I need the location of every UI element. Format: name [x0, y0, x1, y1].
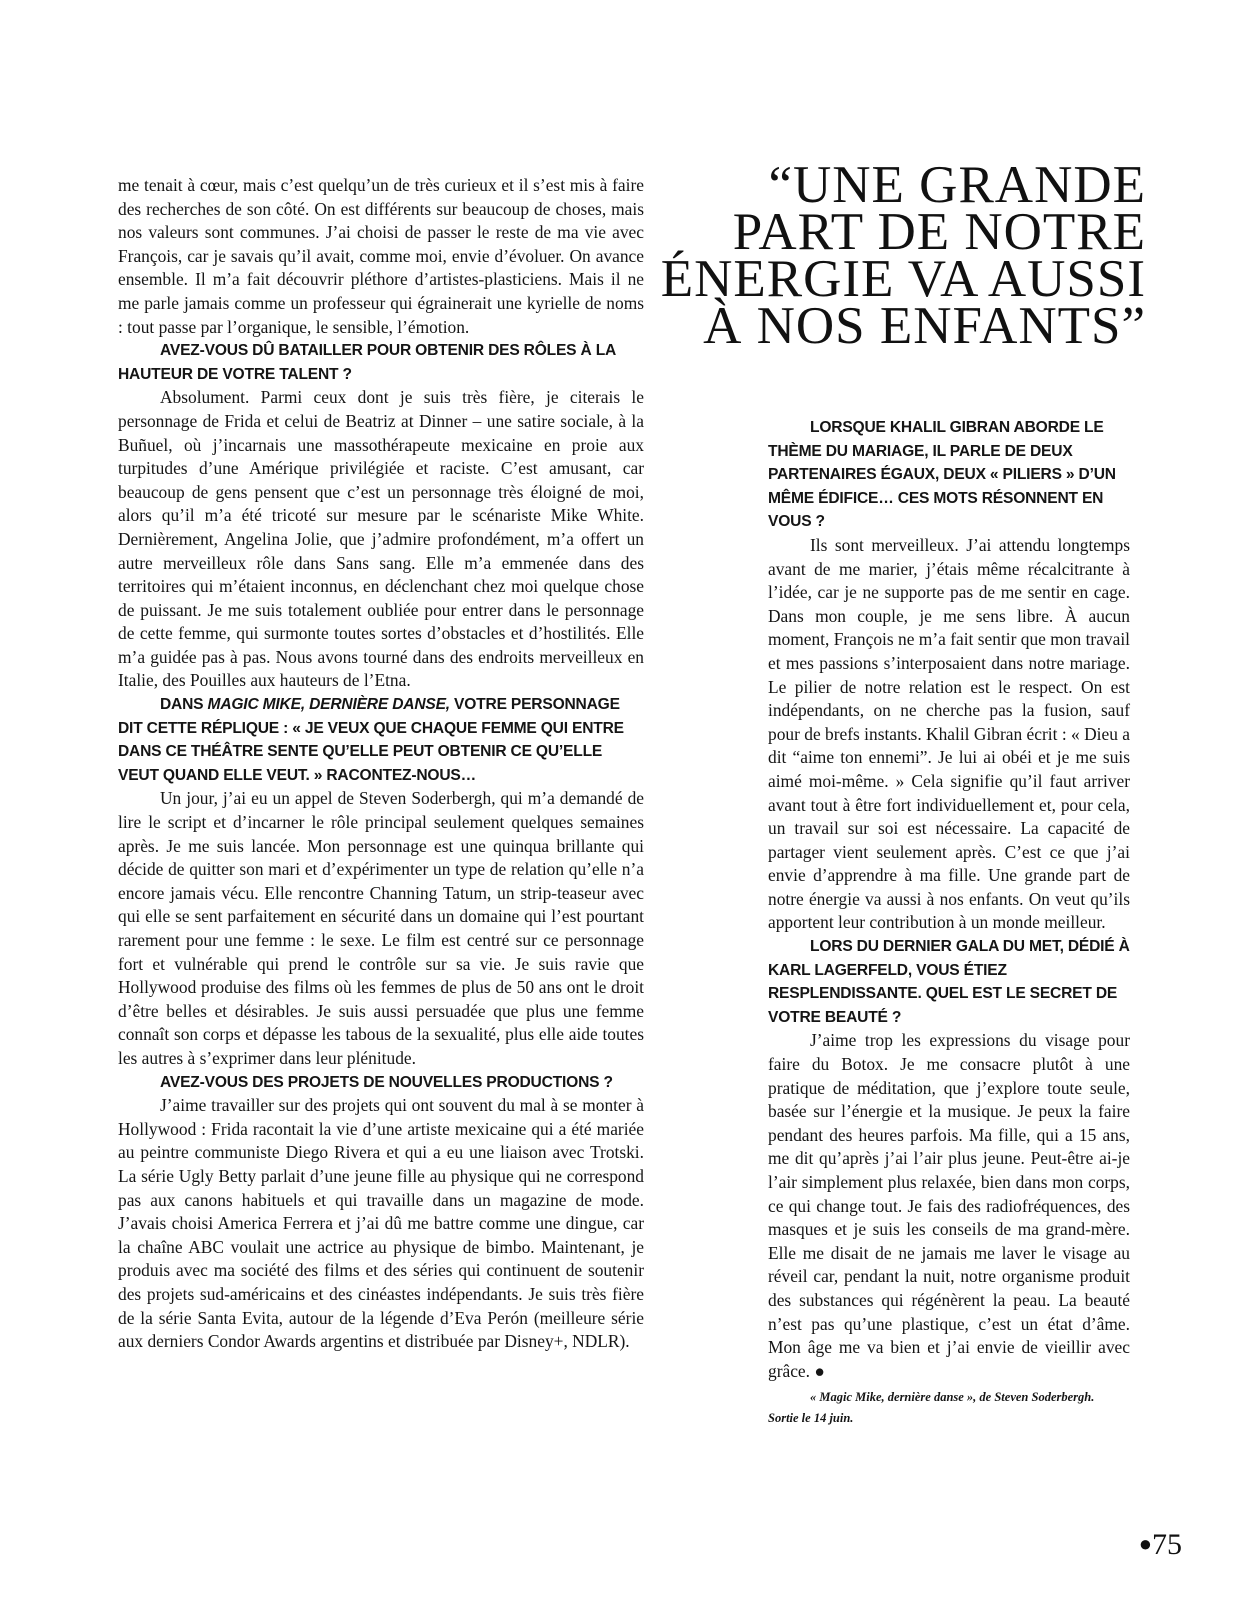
right-column [768, 416, 1130, 1429]
pull-quote-line: À NOS ENFANTS” [703, 297, 1146, 355]
interview-answer: Ils sont merveilleux. J’ai attendu longtemps avant de me marier, j’étais même récalcitrante à l’idée, car je ne supporte pas de me sentir en cage. Dans mon couple, je me sens libre. À aucun moment, François ne m’a fait sentir que mon travail et mes passions s’interposaient dans notre mariage. Le pilier de notre relation est le respect. On est indépendants, on ne cherche pas la fusion, sauf pour de brefs instants. Khalil Gibran écrit : « Dieu a dit “aime ton ennemi”. Je lui ai obéi et je me suis aimé moi-même. » Cela signifie qu’il faut arriver avant tout à être fort individuellement et, pour cela, un travail sur soi est nécessaire. La capacité de partager vient seulement après. C’est ce que j’ai envie d’apprendre à ma fille. Une grande part de notre énergie va aussi à nos enfants. On veut qu’ils apportent leur contribution à un monde meilleur. [768, 534, 1130, 933]
interview-question [118, 693, 644, 787]
page-number-text: 75 [1152, 1528, 1182, 1561]
pull-quote-line: ÉNERGIE VA AUSSI [660, 250, 1146, 308]
interview-answer: J’aime trop les expressions du visage pour faire du Botox. Je me consacre plutôt à une pratique de méditation, que j’explore toute seule, basée sur l’énergie et la musique. Je peux la faire pendant des heures parfois. Ma fille, qui a 15 ans, me dit qu’après j’ai l’air plus jeune. Peut-être ai-je l’air simplement plus relaxée, bien dans mon corps, ce qui change tout. Je fais des radiofréquences, des masques et je suis les conseils de ma grand-mère. Elle me disait de ne jamais me laver le visage au réveil car, pendant la nuit, notre organisme produit des substances qui régénèrent la peau. La beauté n’est pas qu’une plastique, c’est un état d’âme. Mon âge me va bien et j’ai envie de vieillir avec grâce. ● [768, 1030, 1130, 1381]
interview-answer: Absolument. Parmi ceux dont je suis très fière, je citerais le personnage de Frida et celui de Beatriz at Dinner – une satire sociale, à la Buñuel, où j’incarnais une massothérapeute mexicaine en proie aux turpitudes d’une Amérique privilégiée et raciste. C’est amusant, car beaucoup de gens pensent que c’est un personnage très éloigné de moi, alors qu’il m’a été tricoté sur mesure par le scénariste Mike White. Dernièrement, Angelina Jolie, que j’admire profondément, m’a offert un autre merveilleux rôle dans Sans sang. Elle m’a emmenée dans des territoires qui m’étaient inconnus, en déclenchant chez moi quelque chose de puissant. Je me suis totalement oubliée pour entrer dans le personnage de cette femme, qui surmonte toutes sortes d’obstacles et d’hostilités. Elle m’a guidée pas à pas. Nous avons tourné dans des endroits merveilleux en Italie, des Pouilles aux hauteurs de l’Etna. [118, 387, 644, 691]
interview-question: AVEZ-VOUS DÛ BATAILLER POUR OBTENIR DES RÔLES À LA HAUTEUR DE VOTRE TALENT ? [118, 342, 616, 383]
page-number [1139, 1528, 1182, 1562]
interview-question: LORSQUE KHALIL GIBRAN ABORDE LE THÈME DU MARIAGE, IL PARLE DE DEUX PARTENAIRES ÉGAUX, DEUX « PILIERS » D’UN MÊME ÉDIFICE… CES MOTS RÉSONNENT EN VOUS ? [768, 419, 1116, 531]
film-credit [768, 1387, 1130, 1429]
question-text: VOTRE PERSONNAGE DIT CETTE RÉPLIQUE : « JE VEUX QUE CHAQUE FEMME QUI ENTRE DANS CE THÉÂTRE SENTE QU’ELLE PEUT OBTENIR CE QU’ELLE VEUT QUAND ELLE VEUT. » RACONTEZ-NOUS… [118, 696, 624, 784]
interview-question: LORS DU DERNIER GALA DU MET, DÉDIÉ À KARL LAGERFELD, VOUS ÉTIEZ RESPLENDISSANTE. QUEL EST LE SECRET DE VOTRE BEAUTÉ ? [768, 938, 1130, 1026]
pull-quote-line: “UNE GRANDE [768, 156, 1146, 214]
interview-question: AVEZ-VOUS DES PROJETS DE NOUVELLES PRODUCTIONS ? [160, 1073, 613, 1091]
interview-answer: J’aime travailler sur des projets qui ont souvent du mal à se monter à Hollywood : Frida racontait la vie d’une artiste mexicaine qui a été mariée au peintre communiste Diego Rivera et qui a eu une liaison avec Trotski. La série Ugly Betty parlait d’une jeune fille au physique qui ne correspond pas aux canons habituels et qui travaille dans un magazine de mode. J’avais choisi America Ferrera et j’ai dû me battre comme une dingue, car la chaîne ABC voulait une actrice au physique de bimbo. Maintenant, je produis avec ma société des films et des séries qui continuent de soutenir des projets sud-américains et des cinéastes indépendants. Je suis très fière de la série Santa Evita, autour de la légende d’Eva Perón (meilleure série aux derniers Condor Awards argentins et distribuée par Disney+, NDLR). [118, 1095, 644, 1352]
interview-answer: Un jour, j’ai eu un appel de Steven Soderbergh, qui m’a demandé de lire le script et d’incarner le rôle principal seulement quelques semaines après. Je me suis lancée. Mon personnage est une quinqua brillante qui décide de quitter son mari et d’expérimenter un type de relation qu’elle n’a encore jamais vécu. Elle rencontre Channing Tatum, un strip-teaseur avec qui elle se sent parfaitement en sécurité dans un domaine qui l’est pourtant rarement pour une femme : le sexe. Le film est centré sur ce personnage fort et vulnérable qui prend le contrôle sur sa vie. Je suis ravie que Hollywood produise des films où les femmes de plus de 50 ans ont le droit d’être belles et désirables. Je suis aussi persuadée que plus une femme connaît son corps et dépasse les tabous de la sexualité, plus elle aide toutes les autres à s’exprimer dans leur plénitude. [118, 788, 644, 1068]
pull-quote-line: PART DE NOTRE [732, 203, 1146, 261]
question-text: DANS [160, 696, 208, 714]
credit-line: « Magic Mike, dernière danse », de Steven Soderbergh. [810, 1390, 1095, 1405]
bullet-icon: ● [1138, 1531, 1152, 1556]
left-column [118, 174, 644, 1354]
film-title: MAGIC MIKE, DERNIÈRE DANSE, [207, 696, 450, 714]
credit-line: Sortie le 14 juin. [768, 1411, 854, 1426]
body-paragraph: me tenait à cœur, mais c’est quelqu’un de très curieux et il s’est mis à faire des recherches de son côté. On est différents sur beaucoup de choses, mais nos valeurs sont communes. J’ai choisi de passer le reste de ma vie avec François, car je savais qu’il avait, comme moi, envie d’évoluer. On avance ensemble. Il m’a fait découvrir pléthore d’artistes-plasticiens. Mais il ne me parle jamais comme un professeur qui égrainerait une kyrielle de noms : tout passe par l’organique, le sensible, l’émotion. [118, 175, 644, 337]
pull-quote [626, 156, 1146, 355]
